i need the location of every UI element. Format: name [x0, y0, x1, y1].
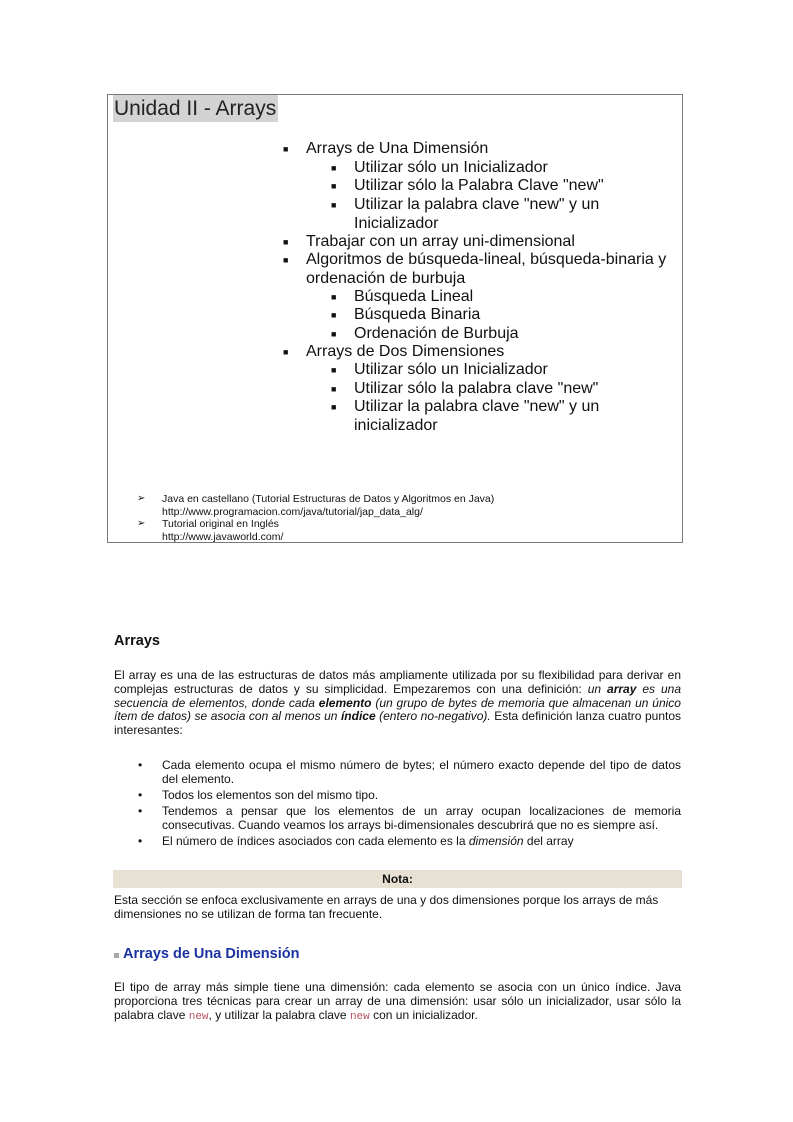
reference-url[interactable]: http://www.javaworld.com/: [162, 530, 284, 543]
toc-subitem: ■ Utilizar la palabra clave "new" y un inicializador: [331, 398, 600, 434]
square-bullet-icon: ■: [331, 200, 337, 210]
list-item: • Todos los elementos son del mismo tipo.: [138, 788, 379, 802]
list-item: • Tendemos a pensar que los elementos de un array ocupan localizaciones de memoria consecutivas. Cuando veamos los arrays bi-dimensionales descubrirá que no es siempre así.: [138, 804, 681, 832]
square-bullet-icon: ■: [283, 347, 289, 357]
unit-title: Unidad II - Arrays: [114, 97, 277, 120]
arrow-bullet-icon: ➢: [137, 493, 146, 504]
intro-paragraph: El array es una de las estructuras de datos más ampliamente utilizada por su flexibilidad para derivar en complejas estructuras de datos y su simplicidad. Empezaremos con una definición: un array es una secuencia de elementos, donde cada elemento (un grupo de bytes de memoria que almacenan un único ítem de datos) se asocia con al menos un índice (entero no-negativo). Esta definición lanza cuatro puntos interesantes:: [114, 668, 681, 738]
toc-subitem: ■ Búsqueda Lineal: [331, 288, 474, 305]
toc-item: ■ Arrays de Una Dimensión: [283, 140, 489, 157]
toc-subitem: ■ Utilizar sólo un Inicializador: [331, 159, 548, 176]
square-bullet-icon: ■: [283, 255, 289, 265]
bullet-dot-icon: •: [138, 804, 143, 818]
toc-subitem: ■ Utilizar sólo la palabra clave "new": [331, 380, 599, 397]
toc-subitem: ■ Utilizar sólo la Palabra Clave "new": [331, 177, 604, 194]
square-bullet-icon: ■: [331, 181, 337, 191]
square-bullet-icon: ■: [331, 384, 337, 394]
toc-subitem: ■ Utilizar sólo un Inicializador: [331, 361, 548, 378]
reference-title: Java en castellano (Tutorial Estructuras de Datos y Algoritmos en Java): [162, 493, 495, 505]
square-bullet-icon: ■: [283, 144, 289, 154]
toc-item: ■ Algoritmos de búsqueda-lineal, búsqueda-binaria y ordenación de burbuja: [283, 251, 667, 287]
reference-url[interactable]: http://www.programacion.com/java/tutorial/jap_data_alg/: [162, 505, 423, 518]
square-bullet-icon: ■: [283, 237, 289, 247]
reference-title: Tutorial original en Inglés: [162, 518, 279, 530]
bullet-dot-icon: •: [138, 788, 143, 802]
square-bullet-icon: ■: [331, 365, 337, 375]
toc-item: ■ Arrays de Dos Dimensiones: [283, 343, 505, 360]
toc-item: ■ Trabajar con un array uni-dimensional: [283, 233, 575, 250]
reference-item: [0, 493, 793, 518]
square-bullet-icon: ■: [331, 163, 337, 173]
square-marker-icon: [114, 953, 119, 958]
reference-item: [0, 518, 793, 543]
arrow-bullet-icon: ➢: [137, 518, 146, 529]
toc-subitem: ■ Utilizar la palabra clave "new" y un Inicializador: [331, 196, 600, 232]
toc-subitem: ■ Búsqueda Binaria: [331, 306, 481, 323]
note-label: Nota:: [382, 872, 413, 886]
square-bullet-icon: ■: [331, 292, 337, 302]
subsection-paragraph: El tipo de array más simple tiene una dimensión: cada elemento se asocia con un único índice. Java proporciona tres técnicas para crear un array de una dimensión: usar sólo un inicializador, usar sólo la palabra clave new, y utilizar la palabra clave new con un inicializador.: [114, 980, 681, 1023]
bullet-dot-icon: •: [138, 758, 143, 772]
subsection-heading: Arrays de Una Dimensión: [123, 946, 300, 962]
list-item: • El número de índices asociados con cada elemento es la dimensión del array: [138, 834, 574, 848]
section-heading: Arrays: [114, 633, 160, 649]
square-bullet-icon: ■: [331, 329, 337, 339]
list-item: • Cada elemento ocupa el mismo número de bytes; el número exacto depende del tipo de datos del elemento.: [138, 758, 681, 786]
square-bullet-icon: ■: [331, 310, 337, 320]
bullet-dot-icon: •: [138, 834, 143, 848]
note-text: Esta sección se enfoca exclusivamente en arrays de una y dos dimensiones porque los arrays de más dimensiones no se utilizan de forma tan frecuente.: [114, 893, 659, 921]
square-bullet-icon: ■: [331, 402, 337, 412]
toc-subitem: ■ Ordenación de Burbuja: [331, 325, 519, 342]
